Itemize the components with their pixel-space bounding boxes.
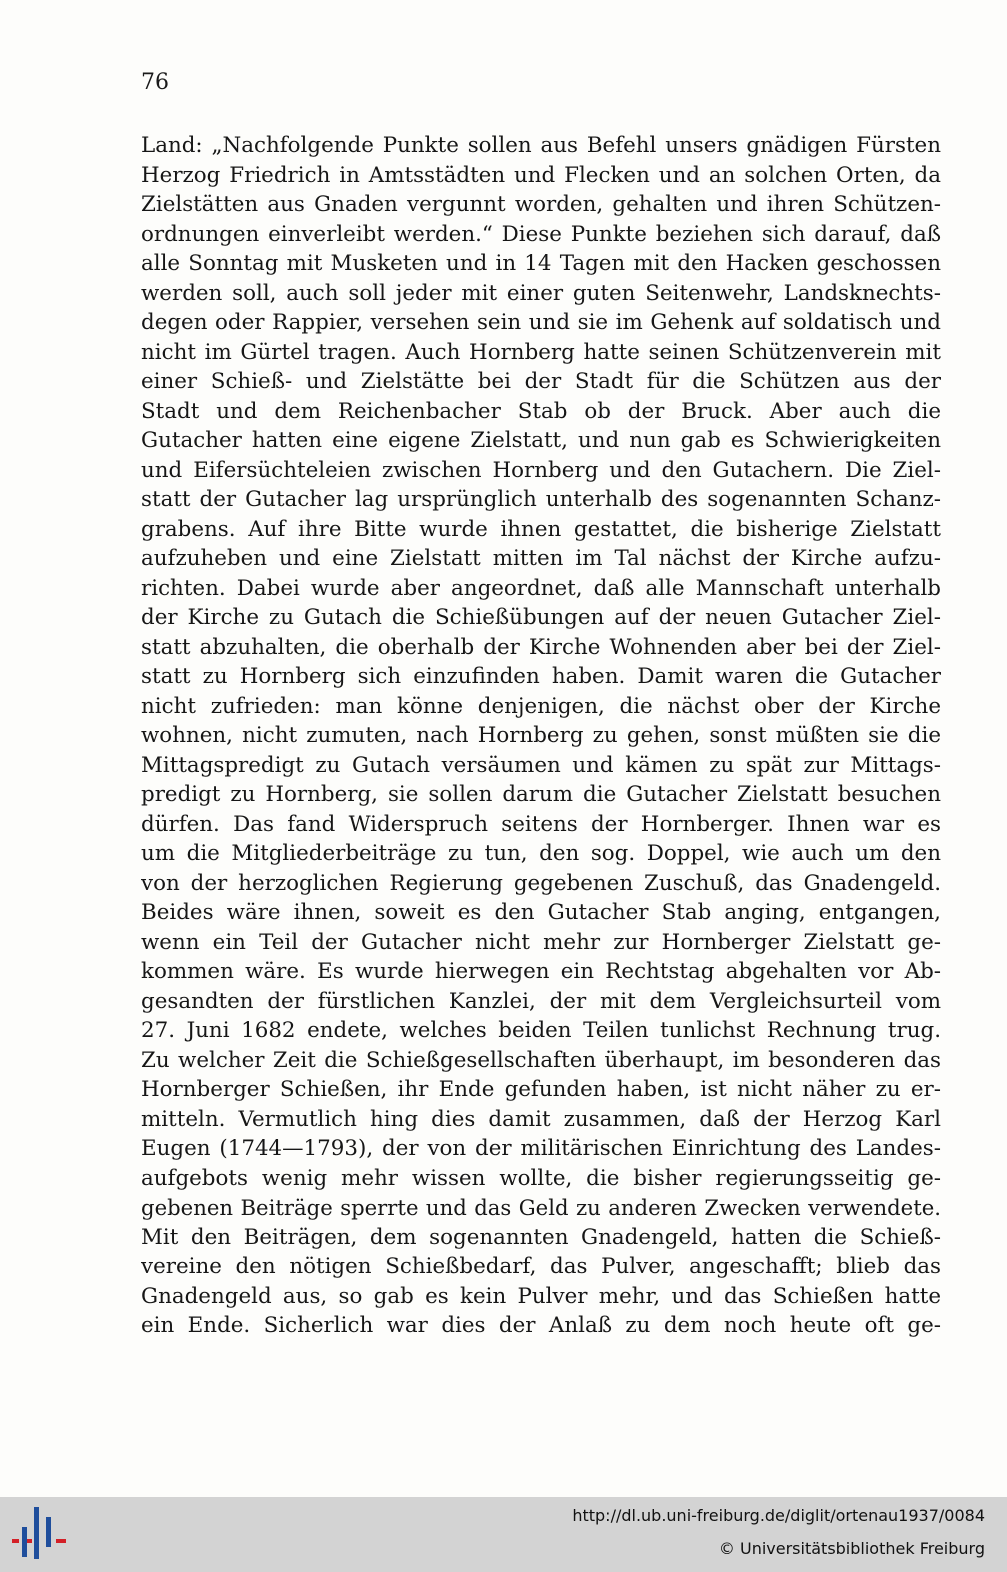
text-line: Beides wäre ihnen, soweit es den Gutacher Stab anging, entgangen, <box>141 900 941 925</box>
text-line: einer Schieß- und Zielstätte bei der Stadt für die Schützen aus der <box>141 369 941 394</box>
text-line: kommen wäre. Es wurde hierwegen ein Rechtstag abgehalten vor Ab- <box>141 959 941 984</box>
text-line: und Eifersüchteleien zwischen Hornberg und den Gutachern. Die Ziel- <box>141 457 941 483</box>
text-line: alle Sonntag mit Musketen und in 14 Tagen mit den Hacken geschossen <box>141 251 941 276</box>
text-line: Hornberger Schießen, ihr Ende gefunden haben, ist nicht näher zu er- <box>141 1077 941 1102</box>
text-line: Stadt und dem Reichenbacher Stab ob der Bruck. Aber auch die <box>141 398 941 424</box>
text-line: Eugen (1744—1793), der von der militärischen Einrichtung des Landes- <box>141 1136 941 1161</box>
source-url-link[interactable]: http://dl.ub.uni-freiburg.de/diglit/ortenau1937/0084 <box>572 1506 985 1525</box>
text-line: gesandten der fürstlichen Kanzlei, der mit dem Vergleichsurteil vom <box>141 988 941 1014</box>
text-line: wohnen, nicht zumuten, nach Hornberg zu gehen, sonst müßten sie die <box>141 723 941 748</box>
text-line: nicht im Gürtel tragen. Auch Hornberg hatte seinen Schützenverein mit <box>141 339 941 365</box>
text-line: Zielstätten aus Gnaden vergunnt worden, gehalten und ihren Schützen- <box>141 192 941 217</box>
text-line: 27. Juni 1682 endete, welches beiden Teilen tunlichst Rechnung trug. <box>141 1018 941 1043</box>
logo-bar-center <box>34 1507 39 1559</box>
text-line: von der herzoglichen Regierung gegebenen Zuschuß, das Gnadengeld. <box>141 870 941 896</box>
text-line: ein Ende. Sicherlich war dies der Anlaß zu dem noch heute oft ge- <box>141 1313 941 1338</box>
text-line: Gnadengeld aus, so gab es kein Pulver mehr, und das Schießen hatte <box>141 1283 941 1309</box>
text-line: statt abzuhalten, die oberhalb der Kirche Wohnenden aber bei der Ziel- <box>141 634 941 660</box>
text-line: richten. Dabei wurde aber angeordnet, daß alle Mannschaft unterhalb <box>141 575 941 601</box>
text-line: gebenen Beiträge sperrte und das Geld zu anderen Zwecken verwendete. <box>141 1195 941 1220</box>
text-line: Land: „Nachfolgende Punkte sollen aus Befehl unsers gnädigen Fürsten <box>141 133 941 158</box>
logo-bar-left <box>22 1527 27 1557</box>
text-line: degen oder Rappier, versehen sein und sie im Gehenk auf soldatisch und <box>141 310 941 335</box>
logo-dash-right <box>56 1539 66 1543</box>
text-line: statt zu Hornberg sich einzufinden haben. Damit waren die Gutacher <box>141 664 941 689</box>
text-line: statt der Gutacher lag ursprünglich unterhalb des sogenannten Schanz- <box>141 487 941 512</box>
logo-bar-right <box>46 1517 51 1547</box>
text-line: mitteln. Vermutlich hing dies damit zusammen, daß der Herzog Karl <box>141 1106 941 1132</box>
text-line: wenn ein Teil der Gutacher nicht mehr zur Hornberger Zielstatt ge- <box>141 929 941 955</box>
library-logo-icon <box>12 1503 68 1565</box>
text-line: um die Mitgliederbeiträge zu tun, den sog. Doppel, wie auch um den <box>141 841 941 866</box>
text-line: der Kirche zu Gutach die Schießübungen auf der neuen Gutacher Ziel- <box>141 605 941 630</box>
text-line: dürfen. Das fand Widerspruch seitens der Hornberger. Ihnen war es <box>141 811 941 837</box>
body-text <box>141 131 941 1341</box>
text-line: aufzuheben und eine Zielstatt mitten im Tal nächst der Kirche aufzu- <box>141 546 941 571</box>
text-line: nicht zufrieden: man könne denjenigen, die nächst ober der Kirche <box>141 693 941 719</box>
text-line: predigt zu Hornberg, sie sollen darum die Gutacher Zielstatt besuchen <box>141 782 941 807</box>
text-line: ordnungen einverleibt werden.“ Diese Punkte beziehen sich darauf, daß <box>141 221 941 247</box>
page-number: 76 <box>141 70 169 95</box>
text-line: Herzog Friedrich in Amtsstädten und Flecken und an solchen Orten, da <box>141 162 941 188</box>
text-line: Mittagspredigt zu Gutach versäumen und kämen zu spät zur Mittags- <box>141 752 941 778</box>
text-line: Gutacher hatten eine eigene Zielstatt, und nun gab es Schwierigkeiten <box>141 428 941 453</box>
logo-dash-center <box>27 1539 32 1543</box>
text-line: werden soll, auch soll jeder mit einer guten Seitenwehr, Landsknechts- <box>141 280 941 306</box>
text-line: Mit den Beiträgen, dem sogenannten Gnadengeld, hatten die Schieß- <box>141 1224 941 1250</box>
copyright-notice: © Universitätsbibliothek Freiburg <box>718 1539 985 1558</box>
text-line: Zu welcher Zeit die Schießgesellschaften überhaupt, im besonderen das <box>141 1047 941 1073</box>
text-line: vereine den nötigen Schießbedarf, das Pulver, angeschafft; blieb das <box>141 1254 941 1279</box>
logo-dash-left <box>12 1539 19 1543</box>
text-line: aufgebots wenig mehr wissen wollte, die bisher regierungsseitig ge- <box>141 1165 941 1191</box>
text-line: grabens. Auf ihre Bitte wurde ihnen gestattet, die bisherige Zielstatt <box>141 516 941 542</box>
